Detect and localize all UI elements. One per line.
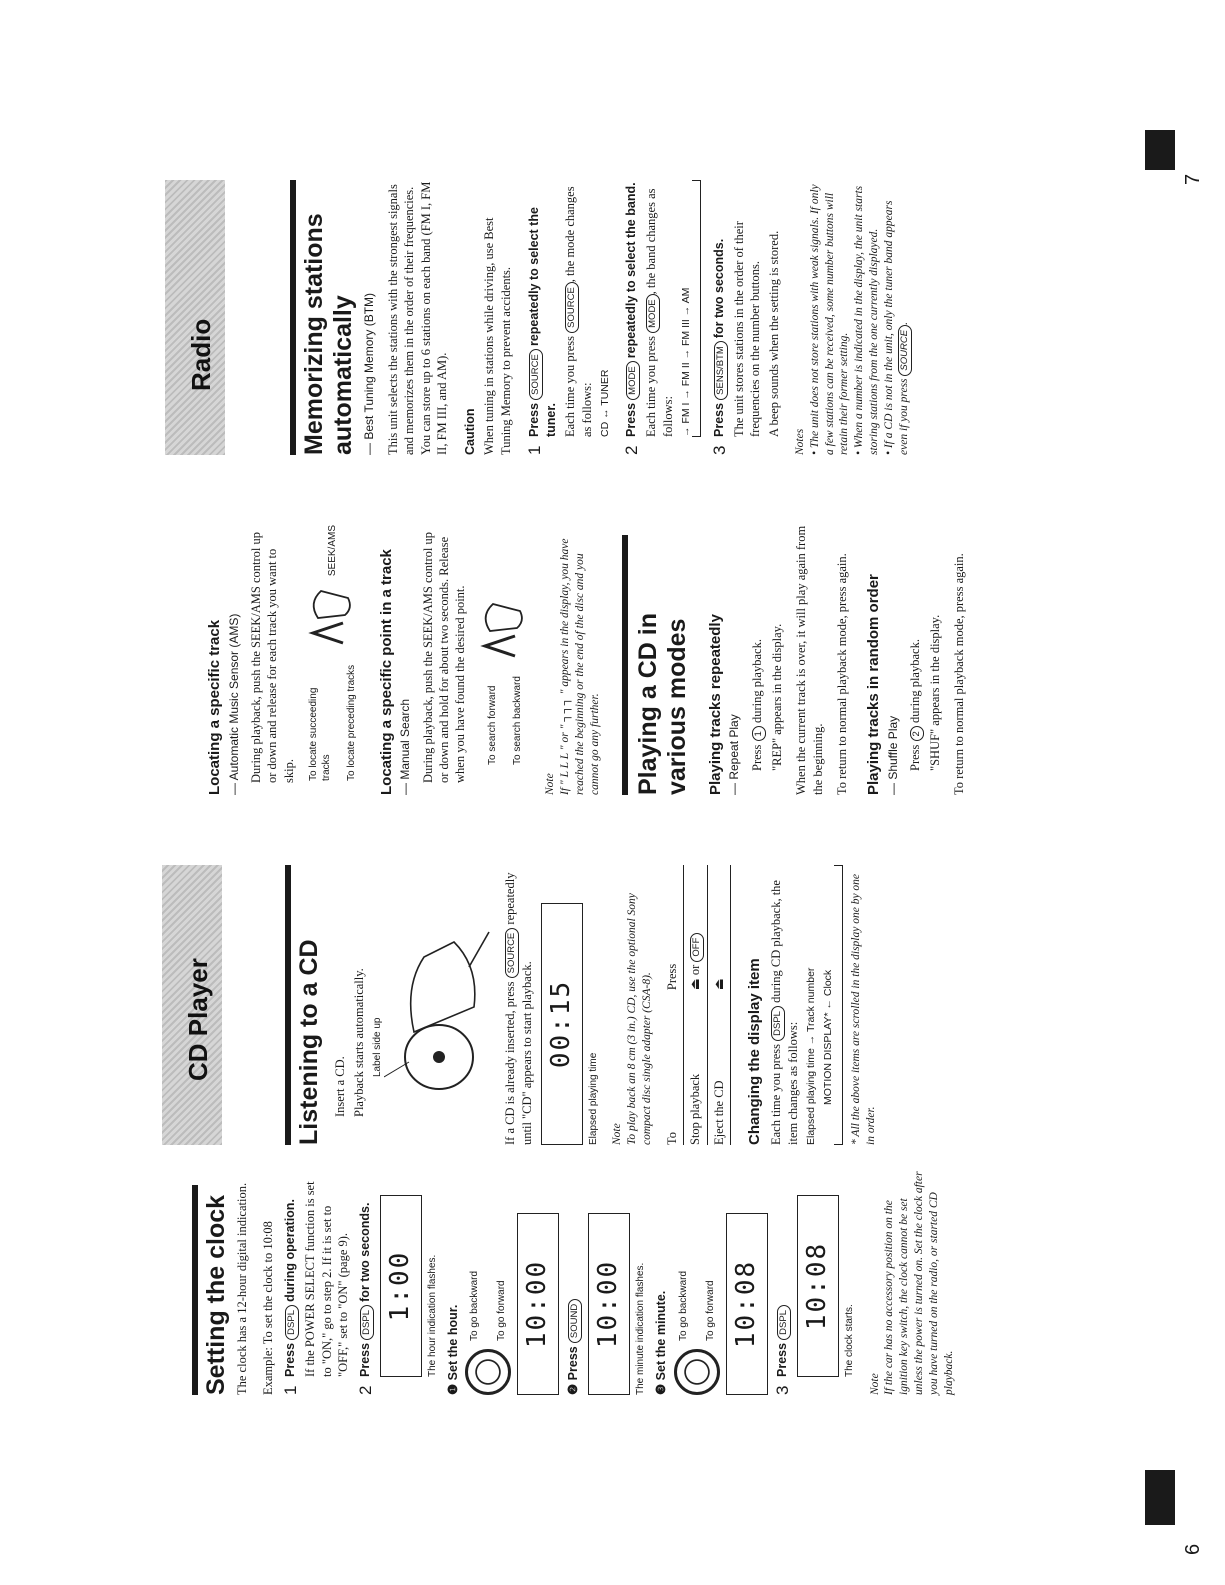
text: Press xyxy=(908,744,923,771)
off-button-icon: OFF xyxy=(690,933,704,962)
point-title: Locating a specific point in a track xyxy=(377,549,395,795)
cd-note xyxy=(610,865,655,1145)
note-text: • The unit does not store stations with weak signals. If only a few stations can be received, some number buttons will retain their former setting. xyxy=(808,184,851,455)
section-bar xyxy=(290,180,296,455)
edge-tab-right xyxy=(1145,130,1175,170)
text: repeatedly until "CD" appears to start playback. xyxy=(502,872,534,1145)
step-text: Press xyxy=(358,1342,372,1377)
point-body: During playback, push the SEEK/AMS control up or down and hold for about two seconds. Release when you have found the desired point. xyxy=(420,531,468,783)
table-cell: Press xyxy=(661,865,684,990)
note-label: Note xyxy=(868,1373,881,1395)
repeat-press xyxy=(749,525,766,795)
radio-title: Memorizing stations automatically xyxy=(300,213,357,455)
source-button-icon: SOURCE xyxy=(529,349,543,400)
cd-control-table xyxy=(661,865,732,1145)
clock-note xyxy=(868,1170,958,1395)
column-cd xyxy=(295,865,879,1145)
caption: The hour indication flashes. xyxy=(427,1254,438,1377)
table-cell: ⏏ xyxy=(707,865,730,990)
knob-back-label: To go backward xyxy=(469,1270,481,1341)
source-button-icon: SOURCE xyxy=(505,928,519,979)
repeat-sub: — Repeat Play xyxy=(727,714,742,795)
radio-notes xyxy=(793,180,913,455)
table-cell: Stop playback xyxy=(683,990,707,1145)
banner-title: CD Player xyxy=(183,958,214,1081)
note-text: • If a CD is not in the unit, only the tuner band appears even if you press SOURCE. xyxy=(883,200,911,455)
radio-banner xyxy=(165,180,225,455)
clock-example: Example: To set the clock to 10:08 xyxy=(261,1221,275,1395)
text: during CD playback, the item changes as follows: xyxy=(768,880,800,1145)
step-text: Press xyxy=(526,402,541,437)
lcd-display: 10:00 xyxy=(517,1213,559,1395)
step-text: for two seconds. xyxy=(358,1202,372,1302)
eject-icon: ⏏ or xyxy=(687,964,702,991)
radio-sub: — Best Tuning Memory (BTM) xyxy=(361,292,376,455)
cd-auto: Playback starts automatically. xyxy=(352,968,366,1117)
note-text: • When a number is indicated in the display, the unit starts storing stations from the one currently displayed. xyxy=(853,185,881,455)
mode-flow: CD ↔ TUNER xyxy=(599,369,612,437)
caption: The minute indication flashes. xyxy=(635,1262,647,1395)
locate-body: During playback, push the SEEK/AMS control up or down and release for each track you want to skip. xyxy=(249,531,296,783)
seek-ams-label: SEEK/AMS xyxy=(327,525,339,577)
text: Each time you press xyxy=(563,335,578,437)
lcd-display: 00:15 xyxy=(541,903,583,1145)
text: Each time you press xyxy=(768,1043,783,1145)
lcd-display: 10:00 xyxy=(588,1213,630,1395)
shuffle-display: "SHUF" appears in the display. xyxy=(928,614,943,771)
point-sub: — Manual Search xyxy=(398,698,413,795)
step-body xyxy=(562,180,595,437)
column-clock xyxy=(202,1170,957,1395)
knob-fwd-label: To go forward xyxy=(704,1280,716,1341)
dspl-button-icon: DSPL xyxy=(771,1006,785,1041)
step-body: The unit stores stations in the order of their frequencies on the number buttons. xyxy=(731,221,763,437)
column-locate xyxy=(205,525,971,795)
cd-already xyxy=(502,865,535,1145)
radio-step-3 xyxy=(711,180,783,455)
clock-step-2 xyxy=(357,1170,439,1395)
substep-title: ❷ Press xyxy=(566,1346,581,1395)
mode-button-icon: MODE xyxy=(646,294,660,333)
seek-ams-control-icon xyxy=(303,586,363,653)
lcd-display: 10:08 xyxy=(726,1213,768,1395)
table-cell xyxy=(683,865,707,990)
clock-substep-2 xyxy=(565,1170,647,1395)
caution-text: When tuning in stations while driving, use Best Tuning Memory to prevent accidents. xyxy=(482,217,513,455)
display-footnote: * All the above items are scrolled in the display one by one in order. xyxy=(850,873,878,1145)
sound-button-icon: SOUND xyxy=(568,1299,582,1343)
text: • If a CD is not in the unit, only the tuner band appears even if you press xyxy=(883,200,911,455)
locate-sub: — Automatic Music Sensor (AMS) xyxy=(226,613,241,795)
step-body: A beep sounds when the setting is stored. xyxy=(767,230,782,437)
label-side-caption: Label side up xyxy=(372,1017,384,1077)
shuffle-press xyxy=(907,525,924,795)
clock-title: Setting the clock xyxy=(202,1194,230,1395)
shuffle-return: To return to normal playback mode, press again. xyxy=(952,553,967,795)
text: Each time you press xyxy=(643,335,658,437)
caption: Elapsed playing time xyxy=(587,1052,599,1145)
table-cell: Eject the CD xyxy=(707,990,730,1145)
repeat-display: "REP" appears in the display. xyxy=(770,623,785,771)
page-number-left: 6 xyxy=(1182,1543,1204,1555)
clock-step-1 xyxy=(282,1170,351,1395)
number-1-button-icon: 1 xyxy=(752,726,766,741)
step-number: 2 xyxy=(356,1385,375,1395)
substep-title: ❶ Set the hour. xyxy=(446,1304,460,1395)
text: Press xyxy=(750,744,765,771)
dspl-button-icon: DSPL xyxy=(360,1305,374,1340)
repeat-return: To return to normal playback mode, press again. xyxy=(834,553,849,795)
knob-fwd-label: To go forward xyxy=(496,1280,508,1341)
locate-title: Locating a specific track xyxy=(206,619,223,795)
radio-body: This unit selects the stations with the strongest signals and memorizes them in the order of their frequencies. You can store up to 6 stations on each band (FM I, FM II, FM III, and AM). xyxy=(386,181,449,455)
source-knob-icon xyxy=(674,1349,720,1395)
dspl-button-icon: DSPL xyxy=(285,1305,299,1340)
note-text: If the car has no accessory position on the ignition key switch, the clock cannot be set unless the power is turned on. Set the clock after you have turned on the radio, or started CD playback. xyxy=(883,1171,956,1395)
display-body xyxy=(768,865,801,1145)
display-flow-1: Elapsed playing time → Track number xyxy=(804,967,817,1145)
cd-player-banner xyxy=(162,865,222,1145)
shuffle-sub: — Shuffle Play xyxy=(885,715,900,795)
step-number: 3 xyxy=(772,1385,792,1395)
section-bar xyxy=(285,865,291,1145)
number-2-button-icon: 2 xyxy=(910,726,924,741)
clock-substep-3 xyxy=(653,1170,767,1395)
step-number: 1 xyxy=(524,445,544,455)
search-fwd: To search forward xyxy=(486,685,498,765)
lcd-display: 1:00 xyxy=(380,1195,422,1377)
step-number: 1 xyxy=(281,1385,301,1395)
repeat-title: Playing tracks repeatedly xyxy=(706,614,724,795)
step-text: Press xyxy=(711,402,726,437)
step-text: Press xyxy=(283,1342,298,1377)
repeat-desc: When the current track is over, it will play again from the beginning. xyxy=(794,525,825,795)
section-bar xyxy=(622,535,628,795)
step-body: If the POWER SELECT function is set to "ON," go to step 2. If it is set to "OFF," set to "ON" (page 9). xyxy=(303,1181,350,1377)
step-body xyxy=(643,180,676,437)
source-button-icon: SOURCE xyxy=(898,325,912,376)
modes-title: Playing a CD in various modes xyxy=(634,613,692,795)
table-header xyxy=(661,865,684,1145)
table-row xyxy=(683,865,707,1145)
note-text: If " L L L " or " ┐┐┐ " appears in the display, you have reached the beginning or the end of the disc and you cannot go any further. xyxy=(558,538,601,795)
page-number-right: 7 xyxy=(1182,173,1204,185)
clock-intro: The clock has a 12-hour digital indication. xyxy=(234,1182,249,1395)
locate-note xyxy=(543,525,603,795)
text: , the mode changes as follows: xyxy=(563,186,595,437)
note-label: Note xyxy=(610,1123,623,1145)
seek-ams-control-icon xyxy=(475,596,535,666)
step-number: 2 xyxy=(621,445,641,455)
note-label: Notes xyxy=(793,428,806,455)
step-text: repeatedly to select the band. xyxy=(623,182,638,359)
cd-title: Listening to a CD xyxy=(295,939,323,1145)
banner-title: Radio xyxy=(186,318,217,391)
note-label: Note xyxy=(543,773,556,795)
dspl-button-icon: DSPL xyxy=(777,1305,791,1340)
source-button-icon: SOURCE xyxy=(565,282,579,333)
text: during playback. xyxy=(750,639,765,724)
cd-insert: Insert a CD. xyxy=(332,1056,347,1117)
section-bar xyxy=(192,1185,198,1395)
text: , the band changes as follows: xyxy=(643,188,675,437)
display-title: Changing the display item xyxy=(746,958,764,1145)
step-text: during operation. xyxy=(283,1199,298,1302)
cd-insert-illustration xyxy=(384,917,494,1117)
table-row xyxy=(707,865,730,1145)
caption: The clock starts. xyxy=(843,1304,855,1377)
caution-title: Caution xyxy=(463,408,478,455)
step-text: Press xyxy=(623,402,638,437)
clock-step-3 xyxy=(774,1170,856,1395)
radio-step-1 xyxy=(526,180,613,455)
locate-succ: To locate succeeding tracks xyxy=(308,687,333,781)
text: during playback. xyxy=(908,639,923,724)
table-cell: To xyxy=(661,990,684,1145)
edge-tab-left xyxy=(1145,1470,1175,1525)
step-text: Press xyxy=(774,1342,789,1377)
mode-button-icon: MODE xyxy=(626,361,640,400)
column-radio xyxy=(300,180,912,455)
step-number: 3 xyxy=(709,445,729,455)
band-flow: → FM I → FM II → FM III → AM xyxy=(680,287,693,437)
clock-substep-1 xyxy=(445,1170,559,1395)
display-flow-2: MOTION DISPLAY* ← Clock xyxy=(822,969,835,1105)
source-knob-icon xyxy=(465,1349,511,1395)
shuffle-title: Playing tracks in random order xyxy=(865,574,883,795)
note-text: To play back an 8 cm (3 in.) CD, use the optional Sony compact disc single adapter (CSA-8). xyxy=(625,893,653,1145)
text: If a CD is already inserted, press xyxy=(502,981,517,1145)
step-text: for two seconds. xyxy=(711,238,726,339)
sens-btm-button-icon: SENS/BTM xyxy=(714,341,728,400)
lcd-display: 10:08 xyxy=(797,1195,839,1377)
knob-back-label: To go backward xyxy=(677,1270,689,1341)
step-text: repeatedly to select the tuner. xyxy=(526,207,558,437)
substep-title: ❸ Set the minute. xyxy=(654,1290,669,1395)
search-back: To search backward xyxy=(511,676,523,765)
locate-prec: To locate preceding tracks xyxy=(346,664,358,781)
radio-step-2 xyxy=(623,180,701,455)
